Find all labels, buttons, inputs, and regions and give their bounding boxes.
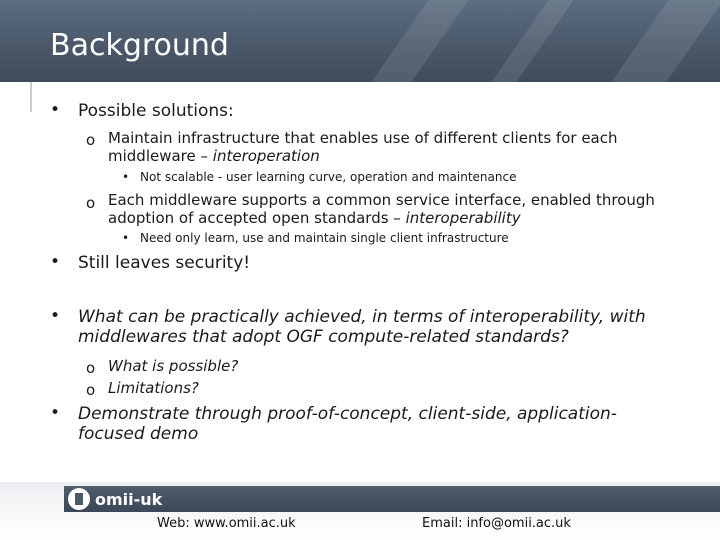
sub-bullet-interoperation [108, 129, 668, 165]
bullet-dot: • [50, 252, 61, 272]
logo-text: omii-uk [95, 489, 163, 509]
note-dot: • [122, 170, 130, 184]
bullet-demonstrate: Demonstrate through proof-of-concept, client-side, application-focused demo [78, 404, 617, 444]
bullet-security: Still leaves security! [78, 253, 251, 273]
footer-bar [64, 486, 720, 512]
sub-bullet-text: Each middleware supports a common service interface, enabled through adoption of accepted open standards – [108, 191, 655, 227]
omii-uk-logo [68, 488, 162, 510]
footer-web: Web: www.omii.ac.uk [157, 516, 296, 531]
bullet-practical-question: What can be practically achieved, in terms of interoperability, with middlewares that adopt OGF compute-related standards? [78, 307, 646, 347]
sub-bullet-marker: o [86, 131, 96, 149]
sub-bullet-interoperability [108, 191, 678, 227]
sub-bullet-text: Maintain infrastructure that enables use of different clients for each middleware – [108, 129, 618, 165]
footer-email: Email: info@omii.ac.uk [422, 516, 571, 531]
note-not-scalable: Not scalable - user learning curve, operation and maintenance [140, 170, 517, 184]
sub-bullet-marker: o [86, 194, 96, 212]
note-single-client: Need only learn, use and maintain single client infrastructure [140, 231, 509, 245]
bullet-dot: • [50, 403, 61, 423]
sub-bullet-emphasis: interoperation [212, 147, 320, 165]
bullet-dot: • [50, 306, 61, 326]
sub-bullet-marker: o [86, 381, 96, 399]
sub-bullet-marker: o [86, 359, 96, 377]
sub-bullet-emphasis: interoperability [405, 209, 521, 227]
sub-bullet-limitations: Limitations? [108, 379, 199, 397]
sub-bullet-what-possible: What is possible? [108, 357, 239, 375]
slide-title: Background [50, 28, 229, 63]
note-dot: • [122, 231, 130, 245]
bullet-possible-solutions: Possible solutions: [78, 101, 234, 121]
bullet-dot: • [50, 100, 61, 120]
omii-logo-icon [68, 488, 90, 510]
